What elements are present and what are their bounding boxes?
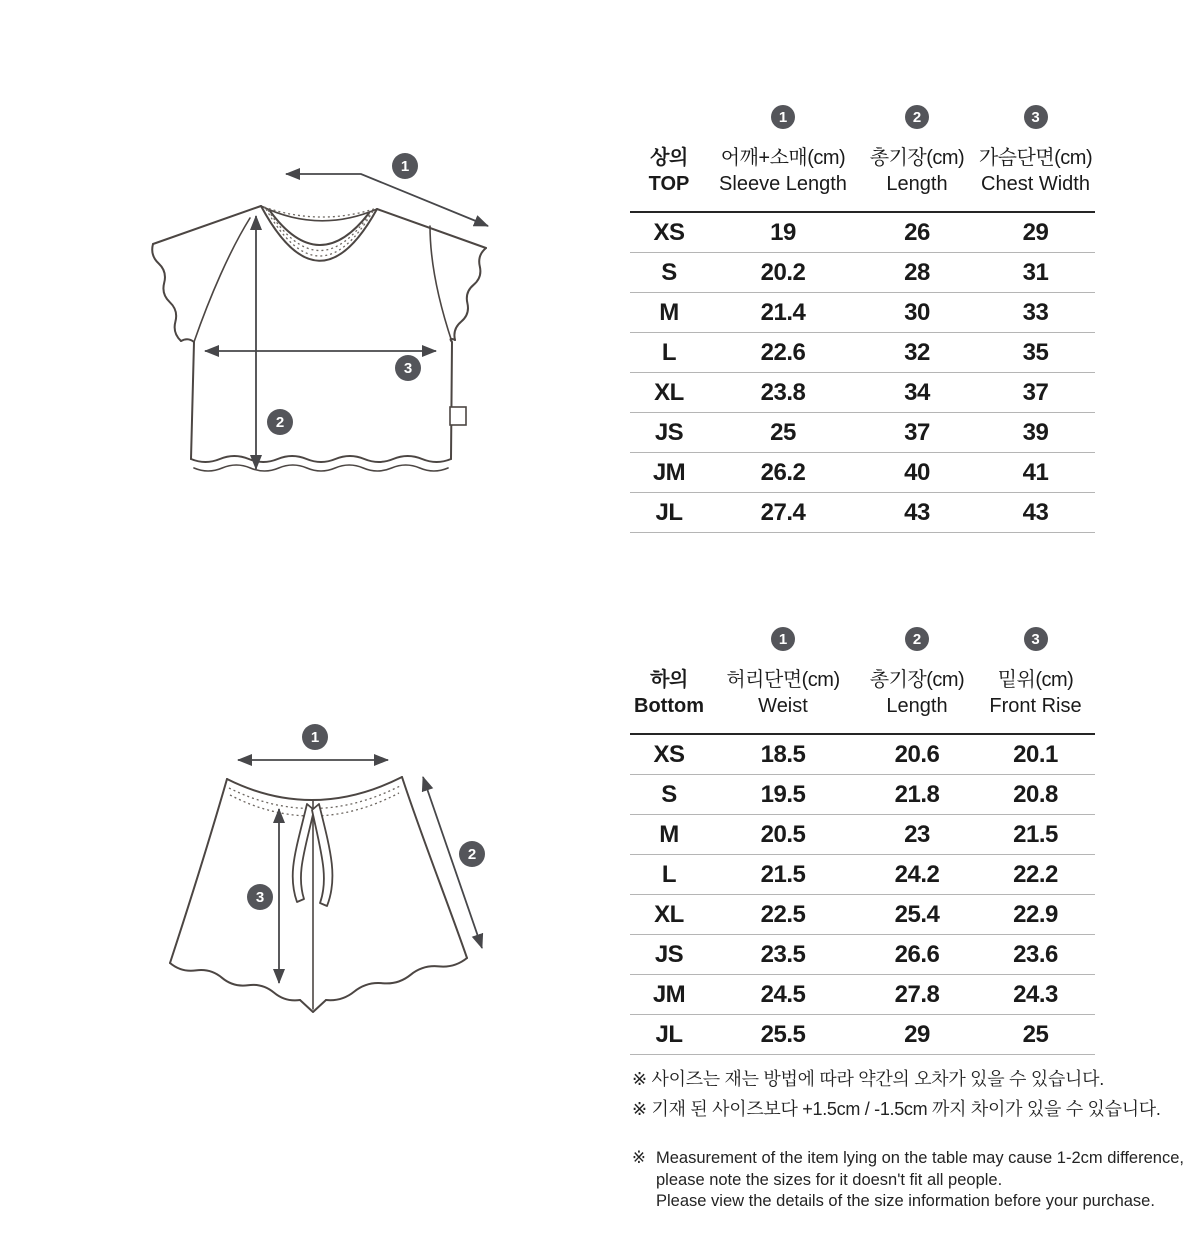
left-sleeve-edge (152, 244, 181, 341)
left-hem-wave (170, 963, 300, 1000)
left-armhole-seam (194, 218, 250, 342)
badge-2-icon (267, 409, 293, 435)
column-header-1: 1 어깨+소매(cm) Sleeve Length (708, 105, 858, 212)
measurement-value: 31 (976, 253, 1095, 293)
left-side-seam (181, 339, 194, 459)
measurement-value: 25 (708, 413, 858, 453)
badge-3-icon (247, 884, 273, 910)
numbered-badge-icon: 1 (771, 627, 795, 651)
measurement-value: 23.8 (708, 373, 858, 413)
measurement-value: 20.8 (976, 775, 1095, 815)
hem-wave-outer (191, 456, 451, 462)
size-label: S (630, 775, 708, 815)
size-label: L (630, 333, 708, 373)
measurement-value: 28 (858, 253, 976, 293)
left-shoulder-line (153, 206, 261, 244)
measurement-value: 30 (858, 293, 976, 333)
size-row-JL (630, 1015, 1095, 1055)
footnotes (632, 1064, 1184, 1213)
measurement-value: 23.5 (708, 935, 858, 975)
shorts-measurements (238, 724, 485, 983)
top-garment-diagram (78, 138, 518, 508)
column-header-3: 3 밑위(cm) Front Rise (976, 627, 1095, 734)
size-row-XL (630, 895, 1095, 935)
numbered-badge-icon: 3 (1024, 627, 1048, 651)
size-row-L (630, 333, 1095, 373)
measurement-value: 20.1 (976, 734, 1095, 775)
size-label: JS (630, 935, 708, 975)
tee-measurements (205, 153, 488, 469)
measurement-value: 25 (976, 1015, 1095, 1055)
size-label: JM (630, 453, 708, 493)
measurement-value: 37 (976, 373, 1095, 413)
badge-1-icon (392, 153, 418, 179)
measurement-value: 41 (976, 453, 1095, 493)
measurement-value: 40 (858, 453, 976, 493)
measurement-value: 18.5 (708, 734, 858, 775)
measurement-value: 22.2 (976, 855, 1095, 895)
side-tag (450, 407, 466, 425)
measurement-value: 33 (976, 293, 1095, 333)
korean-note-2: ※ 기재 된 사이즈보다 +1.5cm / -1.5cm 까지 차이가 있을 수 있습니다. (632, 1099, 1161, 1119)
size-row-S (630, 253, 1095, 293)
size-row-XS (630, 212, 1095, 253)
column-header-1: 1 허리단면(cm) Weist (708, 627, 858, 734)
size-row-JS (630, 413, 1095, 453)
svg-text:3: 3 (255, 889, 265, 906)
measurement-value: 43 (858, 493, 976, 533)
size-row-S (630, 775, 1095, 815)
size-label: JS (630, 413, 708, 453)
measurement-value: 19.5 (708, 775, 858, 815)
shorts-outline (170, 777, 467, 1012)
measurement-value: 24.5 (708, 975, 858, 1015)
column-header-3: 3 가슴단면(cm) Chest Width (976, 105, 1095, 212)
measurement-value: 29 (858, 1015, 976, 1055)
svg-text:3: 3 (403, 360, 413, 377)
size-label: XL (630, 373, 708, 413)
right-hem-wave (326, 958, 467, 1000)
english-note-line-2: please note the sizes for it doesn't fit all people. (656, 1170, 1003, 1189)
english-note-lines (656, 1148, 1184, 1213)
size-label: M (630, 815, 708, 855)
size-row-L (630, 855, 1095, 895)
size-row-M (630, 293, 1095, 333)
numbered-badge-icon: 2 (905, 627, 929, 651)
measurement-value: 25.5 (708, 1015, 858, 1055)
collar-outer (261, 206, 377, 261)
measurement-value: 34 (858, 373, 976, 413)
badge-2-icon (459, 841, 485, 867)
size-label: JL (630, 493, 708, 533)
measurement-value: 20.5 (708, 815, 858, 855)
bottom-garment-diagram (150, 700, 540, 1060)
measurement-value: 35 (976, 333, 1095, 373)
numbered-badge-icon: 1 (771, 105, 795, 129)
badge-3-icon (395, 355, 421, 381)
drawstring-right (312, 804, 332, 906)
measurement-value: 24.2 (858, 855, 976, 895)
size-row-M (630, 815, 1095, 855)
svg-text:1: 1 (400, 158, 410, 175)
measurement-value: 19 (708, 212, 858, 253)
measurement-value: 37 (858, 413, 976, 453)
measurement-value: 21.5 (708, 855, 858, 895)
measure-arrow-sleeve (286, 174, 488, 226)
size-label: M (630, 293, 708, 333)
size-label: JM (630, 975, 708, 1015)
measurement-value: 23 (858, 815, 976, 855)
english-note-line-1: Measurement of the item lying on the table may cause 1-2cm difference, (656, 1149, 1184, 1167)
svg-text:2: 2 (467, 846, 477, 863)
measurement-value: 23.6 (976, 935, 1095, 975)
measurement-value: 22.6 (708, 333, 858, 373)
size-label: XS (630, 212, 708, 253)
measurement-value: 24.3 (976, 975, 1095, 1015)
measurement-value: 20.2 (708, 253, 858, 293)
numbered-badge-icon: 2 (905, 105, 929, 129)
svg-text:2: 2 (275, 414, 285, 431)
measurement-value: 21.8 (858, 775, 976, 815)
measurement-value: 22.5 (708, 895, 858, 935)
measurement-value: 25.4 (858, 895, 976, 935)
right-sleeve-edge (454, 248, 486, 340)
right-side-seam (402, 777, 467, 958)
measurement-value: 27.8 (858, 975, 976, 1015)
measurement-value: 26 (858, 212, 976, 253)
size-row-XL (630, 373, 1095, 413)
left-side-seam (170, 779, 227, 963)
table-corner-bottom: 하의 Bottom (630, 627, 708, 734)
tee-outline (152, 206, 486, 471)
bottom-size-table (630, 627, 1095, 1055)
measurement-value: 32 (858, 333, 976, 373)
svg-text:1: 1 (310, 729, 320, 746)
english-note (632, 1148, 1184, 1213)
size-label: JL (630, 1015, 708, 1055)
measurement-value: 26.6 (858, 935, 976, 975)
size-label: S (630, 253, 708, 293)
measurement-value: 21.5 (976, 815, 1095, 855)
measurement-value: 21.4 (708, 293, 858, 333)
size-row-JL (630, 493, 1095, 533)
reference-mark-icon: ※ (632, 1149, 646, 1167)
measurement-value: 29 (976, 212, 1095, 253)
korean-note-1: ※ 사이즈는 재는 방법에 따라 약간의 오차가 있을 수 있습니다. (632, 1069, 1104, 1089)
right-armhole-seam (430, 226, 452, 342)
size-row-XS (630, 734, 1095, 775)
column-header-2: 2 총기장(cm) Length (858, 105, 976, 212)
size-label: L (630, 855, 708, 895)
size-label: XL (630, 895, 708, 935)
table-corner-top: 상의 TOP (630, 105, 708, 212)
measurement-value: 39 (976, 413, 1095, 453)
numbered-badge-icon: 3 (1024, 105, 1048, 129)
measurement-value: 22.9 (976, 895, 1095, 935)
size-row-JM (630, 453, 1095, 493)
right-side-seam (451, 339, 455, 459)
measurement-value: 20.6 (858, 734, 976, 775)
badge-1-icon (302, 724, 328, 750)
measurement-value: 43 (976, 493, 1095, 533)
measurement-value: 27.4 (708, 493, 858, 533)
measurement-value: 26.2 (708, 453, 858, 493)
column-header-2: 2 총기장(cm) Length (858, 627, 976, 734)
size-label: XS (630, 734, 708, 775)
drawstring-left (293, 804, 314, 902)
size-row-JS (630, 935, 1095, 975)
english-note-line-3: Please view the details of the size information before your purchase. (656, 1192, 1155, 1210)
hem-wave-inner (194, 465, 448, 471)
right-shoulder-line (377, 209, 486, 248)
size-row-JM (630, 975, 1095, 1015)
top-size-table (630, 105, 1095, 533)
